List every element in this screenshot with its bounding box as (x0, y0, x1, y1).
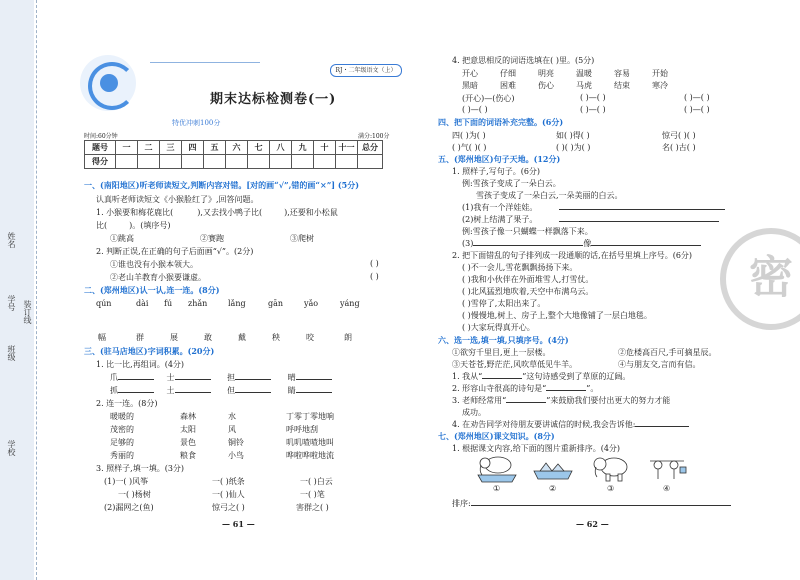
pinyin-2: dài (136, 299, 149, 308)
elephant-boat-picture (474, 451, 520, 483)
pinyin-8: yáng (340, 299, 360, 308)
match-right: 呼呼地刮 (286, 425, 318, 434)
score-cell[interactable] (314, 155, 336, 169)
s1-q2b: ②老山羊教育小猴要谦虚。 (110, 273, 206, 282)
match-right: 粮食 (180, 451, 196, 460)
section-2-title: 二、(郑州地区)认一认,连一连。(8分) (84, 285, 220, 295)
logo-dot (100, 74, 118, 92)
s1-opt1: ①跳高 (110, 234, 134, 243)
score-cell[interactable] (116, 155, 138, 169)
match-right: 景色 (180, 438, 196, 447)
sequence-item[interactable]: ( )大家玩得真开心。 (462, 323, 535, 332)
grade-tag: RJ・二年级语文（上） (330, 64, 402, 77)
s3-q3: 3. 照样子,填一填。(3分) (96, 464, 185, 473)
answer-line[interactable] (482, 378, 522, 379)
score-head: 三 (160, 141, 182, 155)
answer-line[interactable] (473, 245, 583, 246)
score-cell[interactable] (292, 155, 314, 169)
s1-intro: 认真听老师读短文《小猴脸红了》,回答问题。 (96, 195, 259, 204)
s6-f2: 2. 形容山寺很高的诗句是“ ”。 (452, 384, 599, 393)
s1-q1-cont: 比( )。(填序号) (96, 221, 171, 230)
pinyin-1: qún (96, 299, 112, 308)
pinyin-4: zhǎn (188, 299, 208, 308)
match-left: 风 (228, 425, 236, 434)
answer-line[interactable] (559, 221, 719, 222)
s5-ex2: 雪孩子变成了一朵白云,一朵美丽的白云。 (476, 191, 623, 200)
match-left: 足够的 (110, 438, 134, 447)
s5-q1: 1. 照样子,写句子。(6分) (452, 167, 541, 176)
section-7-title: 七、(郑州地区)课文知识。(8分) (438, 431, 555, 441)
idiom: 惊弓之( ) (212, 503, 245, 512)
sequence-item[interactable]: ( )不一会儿,雪花飘飘扬扬下来。 (462, 263, 578, 272)
word: 黑暗 (462, 81, 478, 90)
score-cell[interactable] (138, 155, 160, 169)
word: 明亮 (538, 69, 554, 78)
pinyin-7: yǎo (304, 299, 319, 308)
match-right: 森林 (180, 412, 196, 421)
s7-q1: 1. 根据课文内容,给下面的图片重新排序。(4分) (452, 444, 621, 453)
antonym-pair[interactable]: ( )—( ) (462, 105, 488, 114)
poem-option: ③天苍苍,野茫茫,风吹草低见牛羊。 (452, 360, 578, 369)
antonym-pair[interactable]: (开心)—(伤心) (462, 94, 515, 103)
score-head: 四 (182, 141, 204, 155)
score-head: 八 (270, 141, 292, 155)
char-8: 朗 (344, 333, 352, 342)
poem-option: ②危楼高百尺,手可摘星辰。 (618, 348, 717, 357)
match-right: 太阳 (180, 425, 196, 434)
score-label: 得分 (85, 155, 116, 169)
binding-line (36, 0, 38, 580)
antonym-pair[interactable]: ( )—( ) (684, 105, 710, 114)
score-head: 题号 (85, 141, 116, 155)
s1-q1: 1. 小猴要和梅花鹿比( ),又去找小鸭子比( ),还要和小松鼠 (96, 208, 338, 217)
score-head: 一 (116, 141, 138, 155)
score-head: 六 (226, 141, 248, 155)
sidebar-number: 学号 (7, 295, 16, 311)
pic-caption-2: ② (549, 484, 557, 493)
sidebar-class: 班级 (7, 345, 16, 361)
s1-q2a: ①谁也没有小猴本领大。 (110, 260, 198, 269)
word: 温暖 (576, 69, 592, 78)
confidential-stamp: 密 (720, 228, 800, 330)
score-cell[interactable] (182, 155, 204, 169)
measure-word: 一( )笔 (300, 490, 325, 499)
sequence-item[interactable]: ( )我和小伙伴在外面堆雪人,打雪仗。 (462, 275, 594, 284)
measure-word: 一( )杨树 (118, 490, 151, 499)
answer-line[interactable] (546, 390, 586, 391)
measure-word: 一( )纸条 (212, 477, 245, 486)
section-6-title: 六、选一选,填一填,只填序号。(4分) (438, 335, 569, 345)
time-limit: 时间:60分钟 (84, 133, 118, 140)
score-head: 十 (314, 141, 336, 155)
match-left: 暖暖的 (110, 412, 134, 421)
score-head: 二 (138, 141, 160, 155)
char-3: 展 (170, 333, 178, 342)
word: 伤心 (538, 81, 554, 90)
section-5-title: 五、(郑州地区)句子天地。(12分) (438, 154, 561, 164)
idiom-fill[interactable]: 惊弓( )( ) (662, 131, 696, 140)
pic-caption-4: ④ (663, 484, 671, 493)
answer-line[interactable] (471, 505, 731, 506)
answer-line[interactable] (635, 426, 689, 427)
measure-word: 一( )白云 (300, 477, 333, 486)
match-left: 铜铃 (228, 438, 244, 447)
score-cell[interactable] (248, 155, 270, 169)
section-3-title: 三、(驻马店地区)字词积累。(20分) (84, 346, 215, 356)
s6-f4: 4. 在劝告同学对待朋友要讲诚信的时候,我会告诉他: (452, 419, 689, 430)
s3-q2: 2. 连一连。(8分) (96, 399, 158, 408)
section-4-title: 四、把下面的词语补充完整。(6分) (438, 117, 564, 127)
antonym-pair[interactable]: ( )—( ) (580, 105, 606, 114)
binding-strip (0, 0, 34, 580)
page-number-right: — 62 — (576, 519, 609, 529)
idiom-fill[interactable]: 如( )得( ) (556, 131, 590, 140)
s5-ex1: 例:雪孩子变成了一朵白云。 (462, 179, 561, 188)
page-number-left: — 61 — (222, 519, 255, 529)
pinyin-6: gān (268, 299, 284, 308)
char-2: 群 (136, 333, 144, 342)
s1-q2: 2. 判断正误,在正确的句子后面画“√”。(2分) (96, 247, 254, 256)
pic-caption-3: ③ (607, 484, 615, 493)
word: 结束 (614, 81, 630, 90)
antonym-pair[interactable]: ( )—( ) (580, 93, 606, 102)
antonym-pair[interactable]: ( )—( ) (684, 93, 710, 102)
match-right: 丁零丁零地响 (286, 412, 334, 421)
idiom: (2)漏网之(鱼) (104, 503, 154, 512)
s6-f3-cont: 成功。 (462, 408, 486, 417)
measure-word: 一( )仙人 (212, 490, 245, 499)
char-6: 秧 (272, 333, 280, 342)
poem-option: ①欲穷千里目,更上一层楼。 (452, 348, 551, 357)
s5-ex3: 例:雪孩子像一只蝴蝶一样飘落下来。 (462, 227, 593, 236)
order-line: 排序: (452, 498, 731, 509)
answer-line[interactable] (559, 209, 725, 210)
sequence-item[interactable]: ( )北风猛烈地吹着,天空中布满乌云。 (462, 287, 594, 296)
s5-a1: (1)我有一个洋娃娃。 (462, 202, 725, 213)
score-head: 九 (292, 141, 314, 155)
s1-q2b-answer[interactable]: ( ) (370, 272, 379, 281)
idiom-fill[interactable]: ( )( )为( ) (556, 143, 591, 152)
score-cell[interactable] (204, 155, 226, 169)
s5-a2: (2)树上结满了果子。 (462, 214, 719, 225)
score-cell[interactable] (336, 155, 358, 169)
word: 仔细 (500, 69, 516, 78)
s1-opt3: ③爬树 (290, 234, 314, 243)
score-head: 七 (248, 141, 270, 155)
match-left: 小鸟 (228, 451, 244, 460)
char-1: 幅 (98, 333, 106, 342)
pic-caption-1: ① (493, 484, 501, 493)
s5-q2: 2. 把下面错乱的句子排列成一段通顺的话,在括号里填上序号。(6分) (452, 251, 693, 260)
word: 困难 (500, 81, 516, 90)
people-weighing-picture (644, 451, 690, 483)
word: 寒冷 (652, 81, 668, 90)
s6-f1: 1. 我从“ ”这句诗感受到了草原的辽阔。 (452, 372, 631, 381)
word: 容易 (614, 69, 630, 78)
idiom-fill[interactable]: 名( )古( ) (662, 143, 696, 152)
char-4: 敢 (204, 333, 212, 342)
match-right: 哗啦哗啦地流 (286, 451, 334, 460)
subtitle: 特优冲刺100分 (172, 119, 221, 127)
sequence-item[interactable]: ( )雪停了,太阳出来了。 (462, 299, 546, 308)
compare-row-1: 爪 士 担 晴 (110, 372, 332, 383)
pinyin-3: fú (164, 299, 173, 308)
pinyin-5: lǎng (228, 299, 246, 308)
score-table (84, 140, 383, 169)
answer-line[interactable] (506, 402, 546, 403)
page-title: 期末达标检测卷(一) (210, 92, 337, 107)
match-left: 水 (228, 412, 236, 421)
score-head: 总分 (358, 141, 383, 155)
section-1-title: 一、(南阳地区)听老师读短文,判断内容对错。[对的画“√”,错的画“×”] (5分) (84, 180, 359, 190)
word: 开始 (652, 69, 668, 78)
match-left: 茂密的 (110, 425, 134, 434)
match-left: 秀丽的 (110, 451, 134, 460)
idiom-fill[interactable]: 四( )为( ) (452, 131, 486, 140)
match-right: 叽叽喳喳地叫 (286, 438, 334, 447)
s6-f3: 3. 老师经常用“ ”来鼓励我们要付出更大的努力才能 (452, 396, 671, 405)
s1-opt2: ②赛跑 (200, 234, 224, 243)
score-head: 十一 (336, 141, 358, 155)
sequence-item[interactable]: ( )慢慢地,树上、房子上,整个大地像铺了一层白地毯。 (462, 311, 652, 320)
answer-line[interactable] (591, 245, 701, 246)
char-5: 戴 (238, 333, 246, 342)
char-7: 咬 (306, 333, 314, 342)
score-cell[interactable] (226, 155, 248, 169)
word: 开心 (462, 69, 478, 78)
s5-a3: (3) 像 (462, 238, 701, 249)
s3-q1: 1. 比一比,再组词。(4分) (96, 360, 185, 369)
sidebar-binding-label: 装订线 (23, 300, 32, 324)
stone-boat-picture (530, 451, 576, 483)
r-q4: 4. 把意思相反的词语选填在( )里。(5分) (452, 56, 595, 65)
idiom-fill[interactable]: ( )气( )( ) (452, 143, 487, 152)
full-score: 满分:100分 (358, 133, 390, 140)
sidebar-school: 学校 (7, 440, 16, 456)
header-deco-line (150, 62, 260, 63)
score-cell[interactable] (358, 155, 383, 169)
measure-word: (1)一( )风筝 (104, 477, 149, 486)
elephant-picture (588, 451, 634, 483)
score-head: 五 (204, 141, 226, 155)
score-cell[interactable] (160, 155, 182, 169)
word: 马虎 (576, 81, 592, 90)
poem-option: ④与朋友交,言而有信。 (618, 360, 701, 369)
sidebar-name: 姓名 (7, 232, 16, 248)
score-cell[interactable] (270, 155, 292, 169)
compare-row-2: 抓 土 但 睛 (110, 385, 332, 396)
s1-q2a-answer[interactable]: ( ) (370, 259, 379, 268)
idiom: 害群之( ) (296, 503, 329, 512)
